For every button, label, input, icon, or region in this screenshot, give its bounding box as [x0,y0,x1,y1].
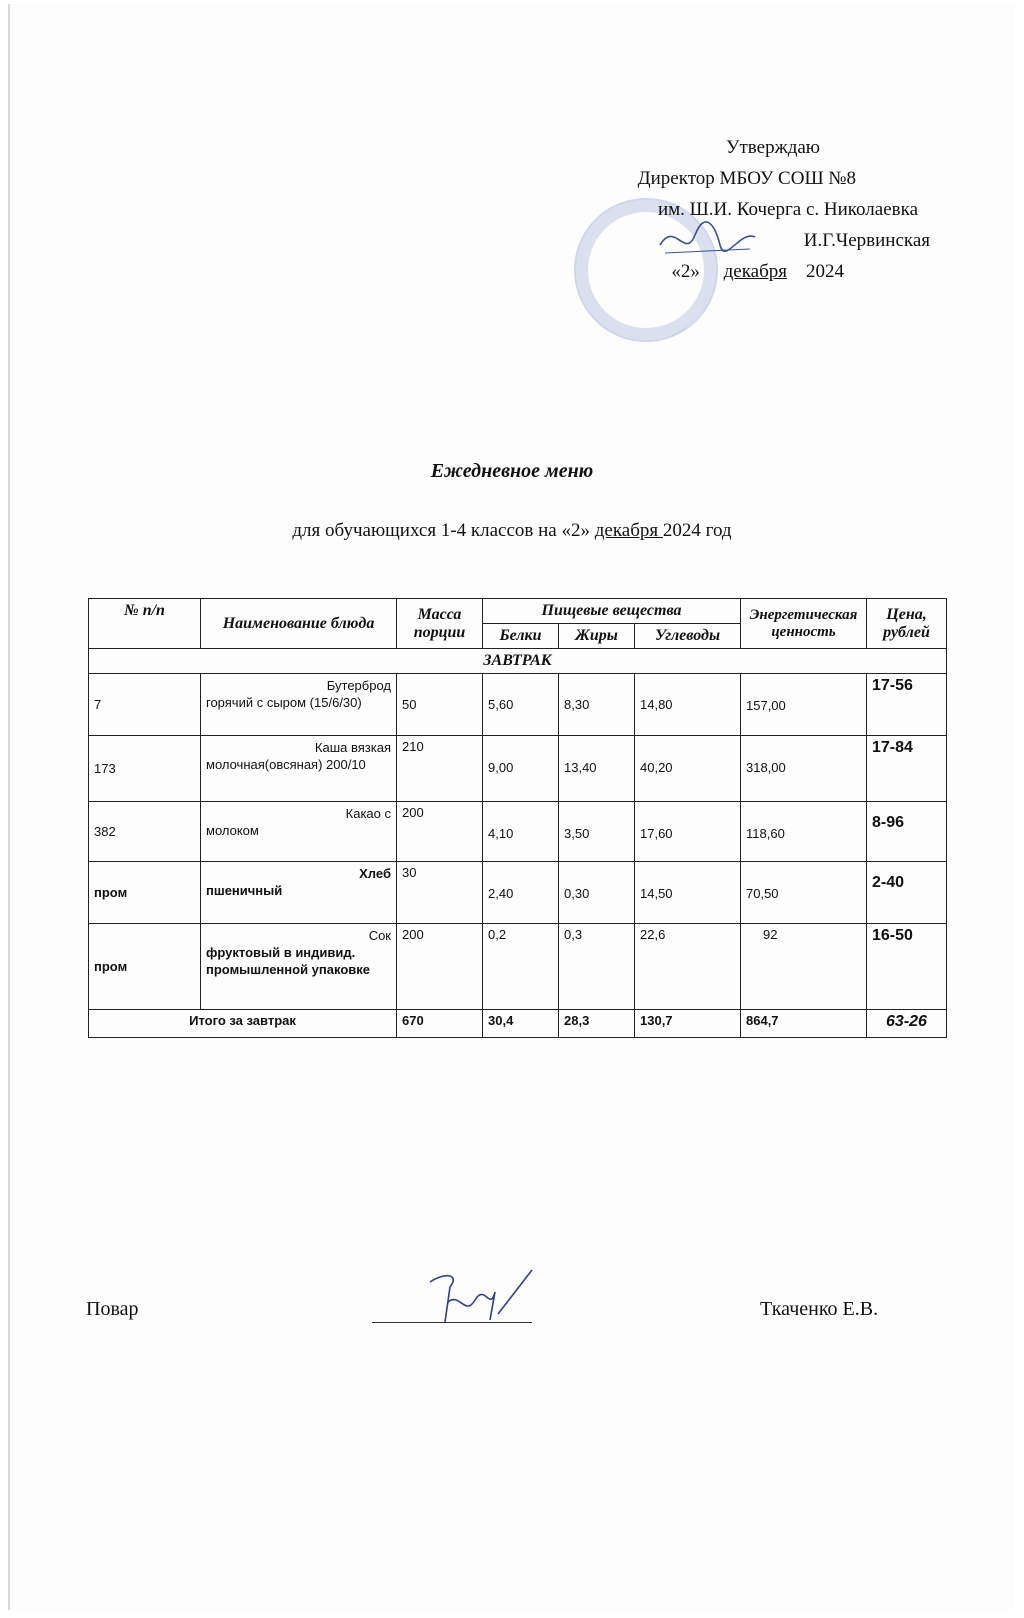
row-energy: 118,60 [741,802,867,862]
row-name-a: Сок [368,928,391,943]
row-name [201,862,397,924]
approval-block [560,132,940,287]
row-name-b: горячий с сыром (15/6/30) [206,695,362,710]
row-price: 17-56 [867,674,947,736]
section-row [89,649,947,674]
row-protein: 0,2 [483,924,559,1010]
row-protein: 5,60 [483,674,559,736]
row-name [201,924,397,1010]
header-nutrients: Пищевые вещества [483,599,741,624]
menu-table [88,598,947,1038]
header-num: № п/п [89,599,201,649]
row-carbs: 40,20 [635,736,741,802]
row-price: 16-50 [867,924,947,1010]
row-num: пром [89,862,201,924]
row-carbs: 17,60 [635,802,741,862]
row-carbs: 14,50 [635,862,741,924]
table-row [89,674,947,736]
approval-date-year: 2024 [806,261,844,282]
row-carbs: 14,80 [635,674,741,736]
row-protein: 2,40 [483,862,559,924]
table-row [89,924,947,1010]
total-energy: 864,7 [741,1010,867,1038]
row-num: 382 [89,802,201,862]
subtitle-suffix: 2024 год [662,520,732,541]
row-mass: 200 [397,924,483,1010]
row-mass: 30 [397,862,483,924]
row-name-a: Бутерброд [326,678,391,693]
table-row [89,802,947,862]
approval-position: Директор МБОУ СОШ №8 [637,168,856,189]
total-price: 63-26 [867,1010,947,1038]
row-name-a: Каша вязкая [314,740,391,755]
total-carbs: 130,7 [635,1010,741,1038]
row-protein: 9,00 [483,736,559,802]
row-name-a: Хлеб [359,866,391,881]
row-price: 17-84 [867,736,947,802]
row-name-b: молочная(овсяная) 200/10 [206,757,366,772]
row-price: 2-40 [867,862,947,924]
row-name [201,802,397,862]
approval-heading: Утверждаю [726,137,820,158]
row-name [201,674,397,736]
row-mass: 50 [397,674,483,736]
row-mass: 200 [397,802,483,862]
row-energy: 92 [741,924,867,1010]
signature-line [372,1322,532,1323]
row-num: 173 [89,736,201,802]
section-title: ЗАВТРАК [89,649,947,674]
page-title: Ежедневное меню [430,460,594,482]
total-fat: 28,3 [559,1010,635,1038]
row-carbs: 22,6 [635,924,741,1010]
row-fat: 8,30 [559,674,635,736]
total-label: Итого за завтрак [89,1010,397,1038]
header-fat: Жиры [559,624,635,649]
approval-director-name: И.Г.Червинская [803,230,930,251]
row-energy: 70,50 [741,862,867,924]
header-protein: Белки [483,624,559,649]
approval-date-month: декабря [723,261,787,282]
page-subtitle [0,520,1024,542]
approval-date [560,256,844,287]
row-fat: 3,50 [559,802,635,862]
row-protein: 4,10 [483,802,559,862]
total-protein: 30,4 [483,1010,559,1038]
header-energy: Энергетическая ценность [741,599,867,649]
total-row [89,1010,947,1038]
row-name-b: молоком [206,823,259,838]
row-num: пром [89,924,201,1010]
row-fat: 13,40 [559,736,635,802]
row-energy: 157,00 [741,674,867,736]
approval-date-day: «2» [671,261,700,282]
row-energy: 318,00 [741,736,867,802]
row-name-b: пшеничный [206,883,283,898]
header-price: Цена, рублей [867,599,947,649]
row-name-b: фруктовый в индивид. промышленной упаковке [206,945,370,977]
row-fat: 0,30 [559,862,635,924]
subtitle-month: декабря [594,520,663,541]
row-fat: 0,3 [559,924,635,1010]
cook-label: Повар [86,1298,139,1320]
row-num: 7 [89,674,201,736]
table-row [89,862,947,924]
approval-school: им. Ш.И. Кочерга с. Николаевка [657,199,918,220]
row-mass: 210 [397,736,483,802]
table-row [89,736,947,802]
row-name [201,736,397,802]
header-carbs: Углеводы [635,624,741,649]
total-mass: 670 [397,1010,483,1038]
row-name-a: Какао с [345,806,391,821]
header-name: Наименование блюда [201,599,397,649]
header-row [89,599,947,624]
row-price: 8-96 [867,802,947,862]
subtitle-prefix: для обучающихся 1-4 классов на «2» [292,520,595,541]
cook-name: Ткаченко Е.В. [760,1298,879,1320]
header-mass: Масса порции [397,599,483,649]
